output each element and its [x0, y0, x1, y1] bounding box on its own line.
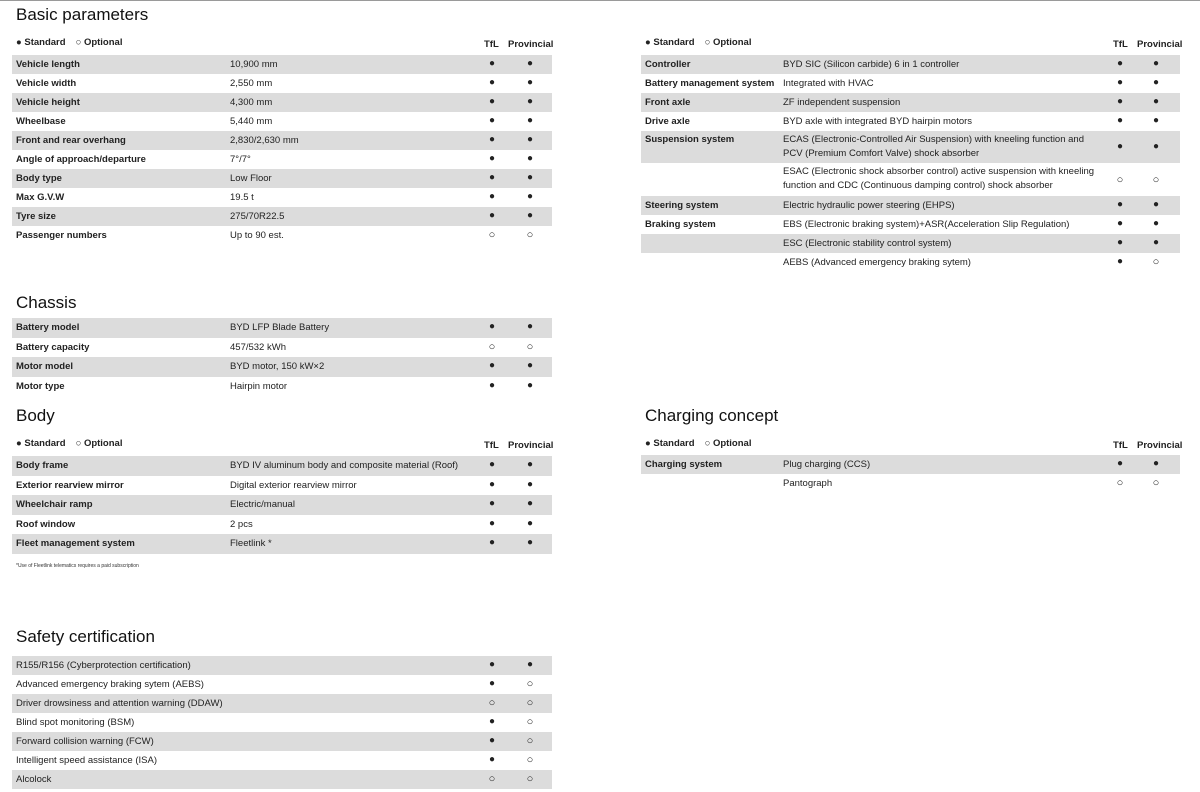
row-value: ESAC (Electronic shock absorber control) active suspension with kneeling function and CDC (Continuous damping control) shock absorber — [783, 166, 1095, 191]
body-title: Body — [16, 406, 55, 425]
row-value: Electric/manual — [230, 499, 295, 510]
chassis-title: Chassis — [16, 293, 77, 312]
legend-optional: ○ Optional — [704, 438, 752, 449]
provincial-standard-mark: ● — [526, 210, 534, 221]
provincial-standard-mark: ● — [526, 459, 534, 470]
tfl-standard-mark: ● — [488, 210, 496, 221]
row-value: R155/R156 (Cyberprotection certification) — [16, 660, 191, 671]
table-row — [12, 694, 552, 713]
tfl-standard-mark: ● — [488, 77, 496, 88]
provincial-standard-mark: ● — [526, 537, 534, 548]
table-row — [12, 675, 552, 694]
table-row — [12, 188, 552, 207]
row-value: Forward collision warning (FCW) — [16, 736, 154, 747]
tfl-standard-mark: ● — [488, 96, 496, 107]
body-table — [12, 456, 552, 554]
row-value: AEBS (Advanced emergency braking sytem) — [783, 257, 971, 268]
row-value: 10,900 mm — [230, 59, 278, 70]
provincial-standard-mark: ● — [1152, 458, 1160, 469]
provincial-standard-mark: ● — [1152, 218, 1160, 229]
legend-standard: ● Standard — [645, 438, 695, 449]
provincial-standard-mark: ● — [526, 191, 534, 202]
provincial-standard-mark: ● — [526, 517, 534, 529]
provincial-optional-mark: ○ — [526, 754, 534, 766]
table-row — [12, 131, 552, 150]
row-label: Vehicle width — [16, 78, 77, 89]
row-value: ESC (Electronic stability control system) — [783, 238, 952, 249]
col-head-provincial: Provincial — [508, 440, 554, 451]
row-label: Controller — [645, 59, 691, 70]
row-label: Wheelbase — [16, 116, 66, 127]
row-label: Wheelchair ramp — [16, 499, 93, 510]
provincial-standard-mark: ● — [1152, 199, 1160, 210]
row-value: 7°/7° — [230, 154, 251, 165]
tfl-standard-mark: ● — [1116, 77, 1124, 88]
tfl-standard-mark: ● — [488, 754, 496, 765]
provincial-standard-mark: ● — [526, 172, 534, 183]
legend-standard: ● Standard — [16, 37, 66, 48]
row-value: Up to 90 est. — [230, 230, 284, 241]
row-value: Digital exterior rearview mirror — [230, 479, 357, 491]
table-row — [641, 163, 1180, 196]
row-label: Fleet management system — [16, 538, 135, 549]
table-row — [12, 112, 552, 131]
tfl-standard-mark: ● — [488, 678, 496, 689]
row-label: Body type — [16, 173, 62, 184]
tfl-standard-mark: ● — [1116, 458, 1124, 469]
tfl-standard-mark: ● — [488, 735, 496, 746]
provincial-optional-mark: ○ — [1152, 174, 1160, 186]
table-row — [12, 93, 552, 112]
row-value: Advanced emergency braking sytem (AEBS) — [16, 679, 204, 690]
row-label: Battery model — [16, 322, 80, 333]
provincial-optional-mark: ○ — [526, 697, 534, 709]
tfl-standard-mark: ● — [488, 153, 496, 164]
provincial-standard-mark: ● — [1152, 77, 1160, 88]
row-value: BYD motor, 150 kW×2 — [230, 361, 325, 372]
tfl-standard-mark: ● — [488, 716, 496, 727]
chassis-table — [12, 318, 552, 396]
table-row — [12, 456, 552, 476]
provincial-standard-mark: ● — [526, 498, 534, 509]
table-row — [641, 131, 1180, 163]
row-value: Hairpin motor — [230, 380, 288, 392]
row-value: 2,830/2,630 mm — [230, 135, 299, 146]
table-row — [12, 656, 552, 675]
table-row — [12, 169, 552, 188]
row-value: ECAS (Electronic-Controlled Air Suspension) with kneeling function and PCV (Premium Comfort Valve) shock absorber — [783, 134, 1084, 159]
row-label: Vehicle length — [16, 59, 80, 70]
row-label: Battery management system — [645, 78, 775, 89]
col-head-tfl: TfL — [484, 39, 499, 50]
provincial-optional-mark: ○ — [526, 735, 534, 747]
tfl-standard-mark: ● — [1116, 115, 1124, 126]
table-row — [641, 455, 1180, 474]
charging-legend — [645, 438, 751, 449]
table-row — [12, 751, 552, 770]
row-label: Passenger numbers — [16, 230, 107, 241]
drive-components-table — [641, 55, 1180, 272]
table-row — [12, 713, 552, 732]
tfl-standard-mark: ● — [1116, 256, 1124, 267]
table-row — [12, 377, 552, 397]
safety-table — [12, 656, 552, 789]
tfl-standard-mark: ● — [1116, 237, 1124, 248]
row-value: ZF independent suspension — [783, 97, 901, 108]
table-row — [12, 226, 552, 245]
row-value: 2 pcs — [230, 518, 253, 530]
row-value: BYD SIC (Silicon carbide) 6 in 1 controller — [783, 59, 960, 70]
row-value: EBS (Electronic braking system)+ASR(Acceleration Slip Regulation) — [783, 219, 1070, 230]
table-row — [12, 318, 552, 338]
row-label: Drive axle — [645, 116, 690, 127]
tfl-standard-mark: ● — [488, 478, 496, 490]
fleetlink-footnote: *Use of Fleetlink telematics requires a paid subscription — [16, 563, 139, 569]
basic-parameters-table — [12, 55, 552, 245]
legend-standard: ● Standard — [645, 37, 695, 48]
provincial-optional-mark: ○ — [526, 678, 534, 690]
tfl-optional-mark: ○ — [488, 340, 496, 353]
table-row — [12, 55, 552, 74]
provincial-standard-mark: ● — [526, 58, 534, 69]
tfl-standard-mark: ● — [488, 517, 496, 529]
tfl-standard-mark: ● — [488, 379, 496, 391]
row-label: Suspension system — [645, 134, 735, 145]
tfl-standard-mark: ● — [488, 360, 496, 371]
legend-optional: ○ Optional — [704, 37, 752, 48]
table-row — [12, 515, 552, 535]
provincial-standard-mark: ● — [526, 115, 534, 126]
table-row — [641, 196, 1180, 215]
row-value: Pantograph — [783, 478, 833, 489]
tfl-standard-mark: ● — [488, 134, 496, 145]
provincial-standard-mark: ● — [526, 134, 534, 145]
provincial-optional-mark: ○ — [526, 340, 534, 353]
row-label: Motor model — [16, 361, 73, 372]
tfl-standard-mark: ● — [488, 191, 496, 202]
tfl-optional-mark: ○ — [488, 773, 496, 785]
col-head-tfl: TfL — [1113, 39, 1128, 50]
provincial-standard-mark: ● — [526, 360, 534, 371]
table-row — [641, 55, 1180, 74]
drive-legend — [645, 37, 751, 48]
row-label: Tyre size — [16, 211, 56, 222]
row-label: Front axle — [645, 97, 691, 108]
row-value: BYD axle with integrated BYD hairpin motors — [783, 116, 973, 127]
row-label: Motor type — [16, 380, 65, 392]
row-label: Roof window — [16, 518, 76, 530]
row-value: Intelligent speed assistance (ISA) — [16, 755, 157, 766]
row-label: Max G.V.W — [16, 192, 65, 203]
provincial-standard-mark: ● — [526, 96, 534, 107]
col-head-tfl: TfL — [484, 440, 499, 451]
row-value: Blind spot monitoring (BSM) — [16, 717, 135, 728]
table-row — [12, 476, 552, 496]
row-value: BYD IV aluminum body and composite material (Roof) — [230, 460, 459, 471]
table-row — [12, 74, 552, 93]
table-row — [12, 150, 552, 169]
tfl-standard-mark: ● — [488, 58, 496, 69]
charging-title: Charging concept — [645, 406, 779, 425]
col-head-tfl: TfL — [1113, 440, 1128, 451]
table-row — [641, 253, 1180, 272]
row-value: 2,550 mm — [230, 78, 273, 89]
row-label: Battery capacity — [16, 341, 90, 353]
row-value: Alcolock — [16, 774, 52, 785]
tfl-standard-mark: ● — [488, 459, 496, 470]
table-row — [641, 474, 1180, 493]
row-value: 5,440 mm — [230, 116, 273, 127]
legend-optional: ○ Optional — [75, 438, 123, 449]
tfl-standard-mark: ● — [488, 321, 496, 332]
tfl-standard-mark: ● — [488, 659, 496, 670]
row-label: Body frame — [16, 460, 69, 471]
provincial-optional-mark: ○ — [1152, 477, 1160, 489]
row-value: 19.5 t — [230, 192, 254, 203]
tfl-standard-mark: ● — [488, 115, 496, 126]
provincial-standard-mark: ● — [1152, 58, 1160, 69]
row-value: Plug charging (CCS) — [783, 459, 871, 470]
row-value: 4,300 mm — [230, 97, 273, 108]
table-row — [12, 357, 552, 377]
table-row — [641, 74, 1180, 93]
tfl-optional-mark: ○ — [488, 697, 496, 709]
provincial-standard-mark: ● — [1152, 237, 1160, 248]
row-label: Vehicle height — [16, 97, 80, 108]
row-label: Braking system — [645, 219, 716, 230]
provincial-standard-mark: ● — [526, 77, 534, 88]
table-row — [641, 93, 1180, 112]
provincial-optional-mark: ○ — [526, 773, 534, 785]
legend-standard: ● Standard — [16, 438, 66, 449]
row-value: Electric hydraulic power steering (EHPS) — [783, 200, 955, 211]
tfl-standard-mark: ● — [1116, 218, 1124, 229]
provincial-standard-mark: ● — [526, 153, 534, 164]
charging-table — [641, 455, 1180, 493]
table-row — [641, 112, 1180, 131]
tfl-standard-mark: ● — [1116, 141, 1124, 152]
tfl-standard-mark: ● — [488, 498, 496, 509]
row-value: 275/70R22.5 — [230, 211, 285, 222]
tfl-standard-mark: ● — [1116, 96, 1124, 107]
table-row — [641, 215, 1180, 234]
provincial-standard-mark: ● — [1152, 115, 1160, 126]
row-value: 457/532 kWh — [230, 341, 286, 353]
row-label: Front and rear overhang — [16, 135, 126, 146]
row-label: Exterior rearview mirror — [16, 479, 124, 491]
tfl-standard-mark: ● — [1116, 199, 1124, 210]
table-row — [12, 732, 552, 751]
tfl-optional-mark: ○ — [1116, 477, 1124, 489]
top-divider — [0, 0, 1200, 1]
legend-optional: ○ Optional — [75, 37, 123, 48]
table-row — [641, 234, 1180, 253]
table-row — [12, 495, 552, 515]
tfl-standard-mark: ● — [488, 537, 496, 548]
provincial-optional-mark: ○ — [1152, 256, 1160, 268]
provincial-standard-mark: ● — [526, 659, 534, 670]
table-row — [12, 207, 552, 226]
col-head-provincial: Provincial — [1137, 440, 1183, 451]
row-label: Steering system — [645, 200, 719, 211]
row-label: Charging system — [645, 459, 723, 470]
safety-title: Safety certification — [16, 627, 155, 646]
basic-legend — [16, 37, 122, 48]
row-value: Integrated with HVAC — [783, 78, 874, 89]
tfl-standard-mark: ● — [488, 172, 496, 183]
table-row — [12, 534, 552, 554]
provincial-standard-mark: ● — [1152, 96, 1160, 107]
tfl-optional-mark: ○ — [1116, 174, 1124, 186]
row-value: BYD LFP Blade Battery — [230, 322, 330, 333]
provincial-optional-mark: ○ — [526, 716, 534, 728]
table-row — [12, 770, 552, 789]
provincial-standard-mark: ● — [1152, 141, 1160, 152]
tfl-optional-mark: ○ — [488, 229, 496, 241]
col-head-provincial: Provincial — [1137, 39, 1183, 50]
tfl-standard-mark: ● — [1116, 58, 1124, 69]
basic-parameters-title: Basic parameters — [16, 5, 149, 24]
provincial-optional-mark: ○ — [526, 229, 534, 241]
row-label: Angle of approach/departure — [16, 154, 146, 165]
provincial-standard-mark: ● — [526, 379, 534, 391]
table-row — [12, 338, 552, 358]
body-legend — [16, 438, 122, 449]
row-value: Driver drowsiness and attention warning (DDAW) — [16, 698, 223, 709]
row-value: Low Floor — [230, 173, 272, 184]
col-head-provincial: Provincial — [508, 39, 554, 50]
provincial-standard-mark: ● — [526, 478, 534, 490]
row-value: Fleetlink * — [230, 538, 272, 549]
provincial-standard-mark: ● — [526, 321, 534, 332]
